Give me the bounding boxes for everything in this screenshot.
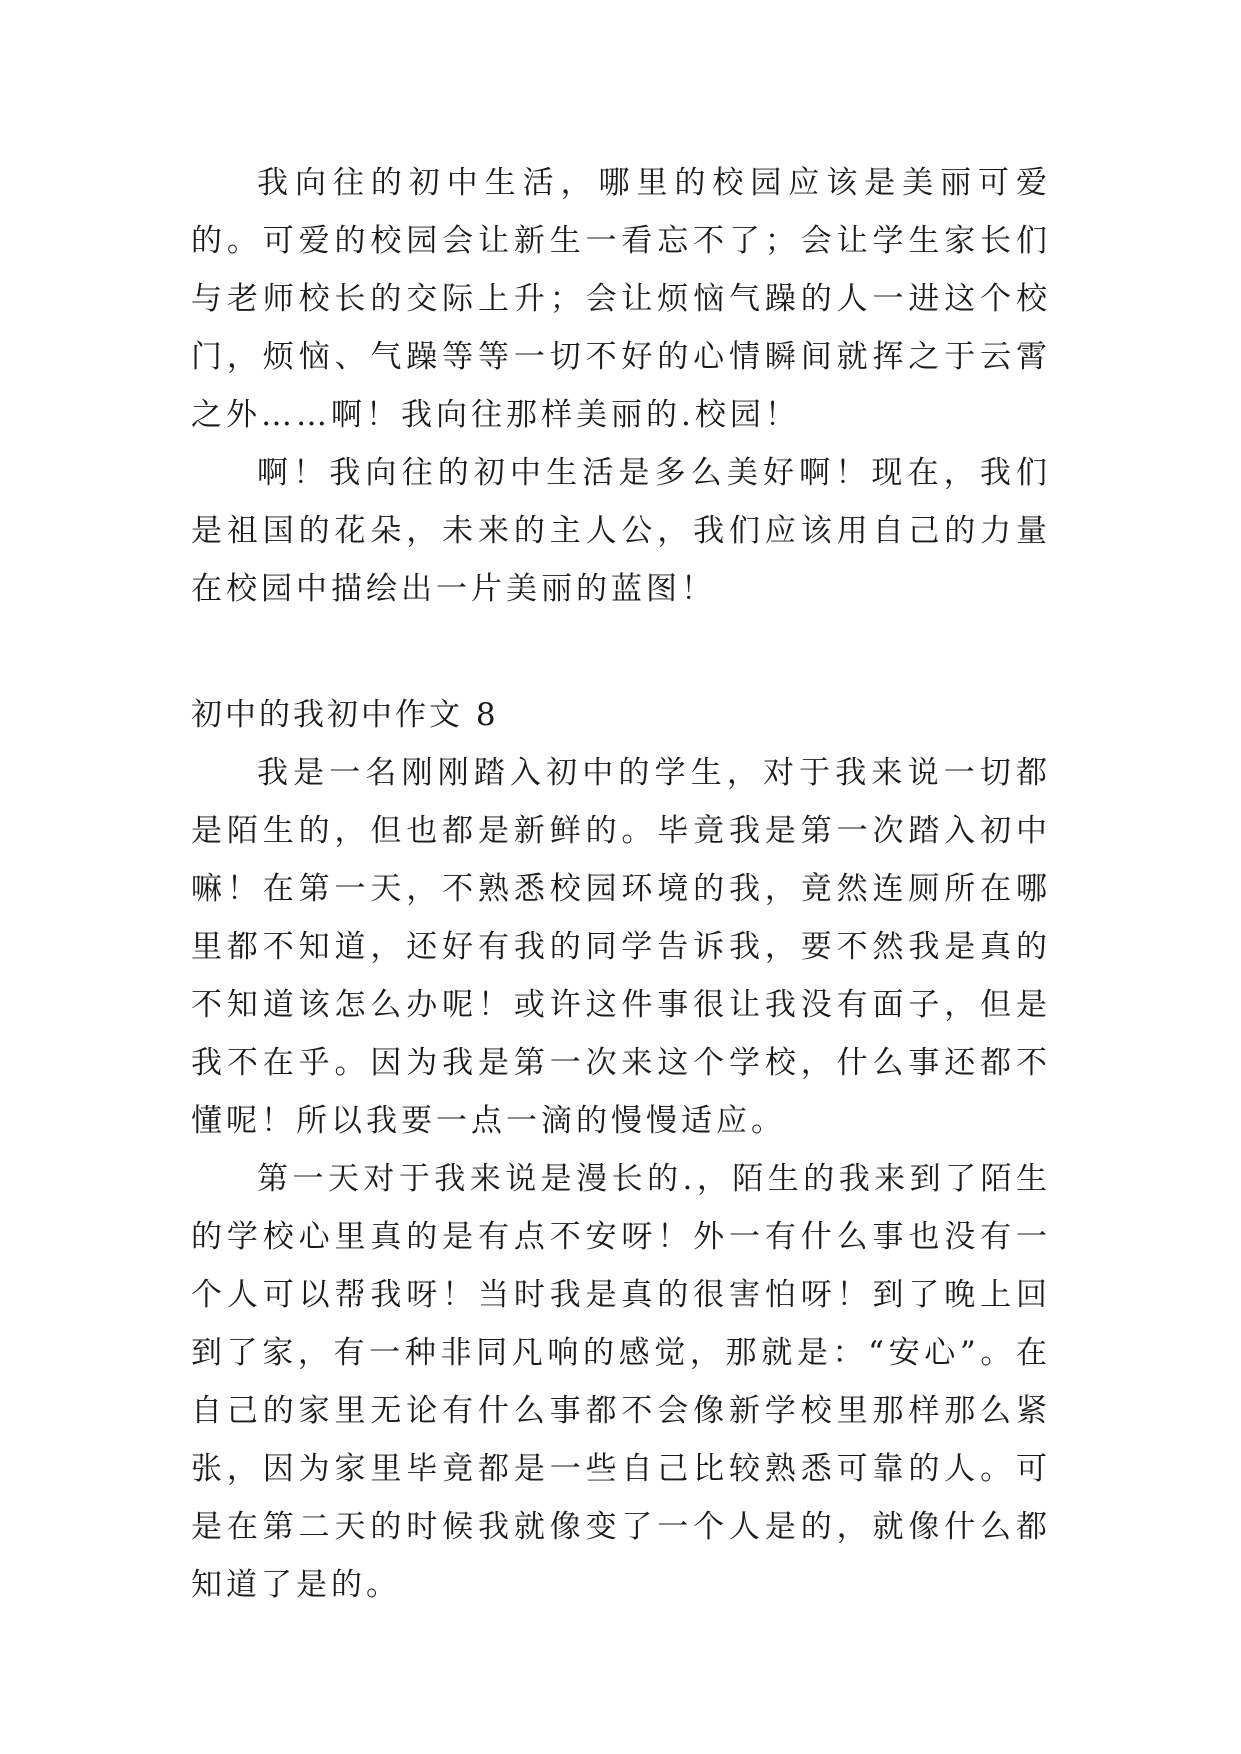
paragraph: 第一天对于我来说是漫长的.，陌生的我来到了陌生的学校心里真的是有点不安呀！外一有什么事也没有一个人可以帮我呀！当时我是真的很害怕呀！到了晚上回到了家，有一种非同凡响的感觉，那就是：“安心”。在自己的家里无论有什么事都不会像新学校里那样那么紧张，因为家里毕竟都是一些自己比较熟悉可靠的人。可是在第二天的时候我就像变了一个人是的，就像什么都知道了是的。 xyxy=(191,1161,1051,1603)
section-title: 初中的我初中作文 8 xyxy=(191,697,499,733)
paragraph: 我是一名刚刚踏入初中的学生，对于我来说一切都是陌生的，但也都是新鲜的。毕竟我是第一次踏入初中嘛！在第一天，不熟悉校园环境的我，竟然连厕所在哪里都不知道，还好有我的同学告诉我，要不然我是真的不知道该怎么办呢！或许这件事很让我没有面子，但是我不在乎。因为我是第一次来这个学校，什么事还都不懂呢！所以我要一点一滴的慢慢适应。 xyxy=(191,755,1051,1139)
document-body xyxy=(191,154,1051,1614)
paragraph: 我向往的初中生活，哪里的校园应该是美丽可爱的。可爱的校园会让新生一看忘不了；会让学生家长们与老师校长的交际上升；会让烦恼气躁的人一进这个校门，烦恼、气躁等等一切不好的心情瞬间就挥之于云霄之外……啊！我向往那样美丽的.校园！ xyxy=(191,165,1051,433)
paragraph: 啊！我向往的初中生活是多么美好啊！现在，我们是祖国的花朵，未来的主人公，我们应该用自己的力量在校园中描绘出一片美丽的蓝图！ xyxy=(191,455,1051,607)
